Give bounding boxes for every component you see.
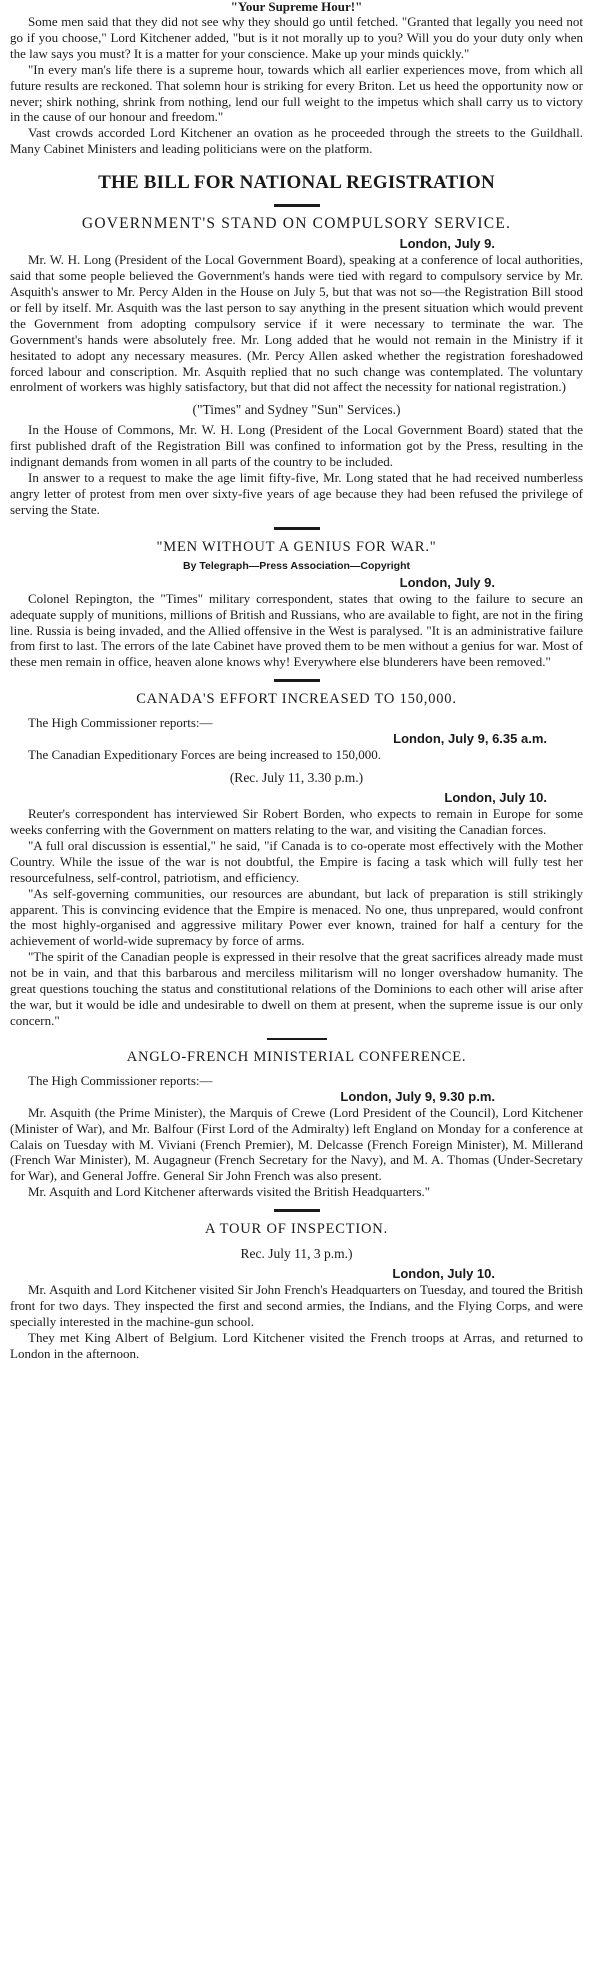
services-note: ("Times" and Sydney "Sun" Services.)	[192, 402, 401, 418]
kitchener-paragraph: Vast crowds accorded Lord Kitchener an ovation as he proceeded through the streets to the Guildhall. Many Cabinet Ministers and leading politicians were on the platform.	[10, 125, 583, 157]
registration-section	[10, 171, 583, 518]
registration-dateline: London, July 9.	[399, 236, 495, 252]
kitchener-paragraph: "In every man's life there is a supreme hour, towards which all earlier experiences move, from which all future results are reckoned. That solemn hour is striking for every Briton. Let us heed the opportunity now or never; shirk nothing, shrink from nothing, lend our full weight to the impetus which shall carry us to victory in the cause of our honour and freedom."	[10, 61, 583, 125]
canada-section	[10, 679, 583, 1029]
canada-paragraph: "As self-governing communities, our resources are abundant, but lack of preparation is still strikingly apparent. This is convincing evidence that the Empire is menaced. No one, thus unprepared, would confront the most highly-organised and aggressive military Power ever known, trained for half a century for the achievement of world-wide supremacy by force of arms.	[10, 885, 583, 949]
genius-dateline: London, July 9.	[399, 574, 495, 590]
genius-byline: By Telegraph—Press Association—Copyright	[183, 559, 410, 572]
canada-headline: CANADA'S EFFORT INCREASED TO 150,000.	[136, 691, 457, 708]
conference-dateline: London, July 9, 9.30 p.m.	[340, 1088, 495, 1104]
registration-paragraph: In the House of Commons, Mr. W. H. Long (President of the Local Government Board) stated that the first published draft of the Registration Bill was confined to information got by the Press, resulting in the indignant demands from women in all parts of the country to be included.	[10, 422, 583, 470]
canada-paragraph: "A full oral discussion is essential," he said, "if Canada is to co-operate most effectively with the Mother Country. While the issue of the war is not doubtful, the Empire is facing a task which will fully test her resourcefulness, self-control, patriotism, and efficiency.	[10, 837, 583, 885]
registration-paragraph: Mr. W. H. Long (President of the Local Government Board), speaking at a conference of local authorities, said that some people believed the Government's hands were tied with regard to compulsory service by Mr. Asquith's answer to Mr. Percy Alden in the House on July 5, but that was not so—the Registration Bill stood or fell by itself. Mr. Asquith was the last person to say anything in the present situation which would prevent the Government from adopting compulsory service if it were necessary to terminate the war. The Government's hands were absolutely free. Mr. Long added that he would not remain in the Ministry if it hesitated to adopt any necessary measures. (Mr. Percy Allen asked whether the registration foreshadowed forced labour and conscription. Mr. Asquith replied that no such change was contemplated. The voluntary enrolment of workers was highly satisfactory, but that did not affect the necessity for national registration.)	[10, 252, 583, 395]
tour-paragraph: Mr. Asquith and Lord Kitchener visited Sir John French's Headquarters on Tuesday, and toured the British front for two days. They inspected the first and second armies, the Indians, and the Flying Corps, and were specially interested in the machine-gun school.	[10, 1282, 583, 1329]
registration-subhead: GOVERNMENT'S STAND ON COMPULSORY SERVICE.	[81, 215, 512, 233]
genius-section	[10, 527, 583, 671]
section-rule	[274, 679, 320, 682]
genius-paragraph: Colonel Repington, the "Times" military correspondent, states that owing to the failure to secure an adequate supply of munitions, millions of British and Russians, who are available to fight, are not in the firing line. Russia is being invaded, and the Allied offensive in the West is paralysed. "It is an administrative failure from first to last. The errors of the late Cabinet have proved them to be men without a genius for war. Most of these men remain in office, heaven alone knows why! Everywhere else blunderers have been removed."	[10, 590, 583, 670]
kitchener-section	[10, 14, 583, 157]
kitchener-paragraph: Some men said that they did not see why they should go until fetched. "Granted that legally you need not go if you choose," Lord Kitchener added, "but is it not morally up to you? Will you do your duty only when the law says you must? It is a matter for your conscience. Make up your minds quickly."	[10, 14, 583, 61]
conference-intro: The High Commissioner reports:—	[28, 1072, 213, 1088]
section-rule	[274, 1209, 320, 1212]
tour-dateline: London, July 10.	[392, 1266, 495, 1282]
conference-paragraph: Mr. Asquith and Lord Kitchener afterwards visited the British Headquarters."	[28, 1184, 431, 1200]
tour-paragraph: They met King Albert of Belgium. Lord Kitchener visited the French troops at Arras, and returned to London in the afternoon.	[10, 1329, 583, 1361]
canada-paragraph: Reuter's correspondent has interviewed Sir Robert Borden, who expects to remain in Europe for some weeks conferring with the Government on matters relating to the war, and visiting the Canadian forces.	[10, 806, 583, 837]
conference-paragraph: Mr. Asquith (the Prime Minister), the Marquis of Crewe (Lord President of the Council), Lord Kitchener (Minister of War), and Mr. Balfour (First Lord of the Admiralty) left England on Monday for a conference at Calais on Tuesday with M. Viviani (French Premier), M. Delcasse (French Foreign Minister), M. Millerand (French War Minister), M. Augagneur (French Secretary for the Navy), and M. A. Thomas (Under-Secretary for War), and General Joffre. General Sir John French was also present.	[10, 1104, 583, 1184]
top-heading: "Your Supreme Hour!"	[230, 0, 363, 14]
canada-dateline: London, July 10.	[444, 790, 547, 806]
canada-intro: The High Commissioner reports:—	[28, 715, 213, 731]
canada-paragraph: "The spirit of the Canadian people is expressed in their resolve that the great sacrifices already made must not be in vain, and that this barbarous and merciless militarism will no longer overshadow humanity. The great questions touching the status and constitutional relations of the Dominions to each other will arise after the war, but it would be idle and undesirable to dwell on them at present, when the supreme issue is our only concern."	[10, 949, 583, 1028]
section-rule	[267, 1038, 327, 1040]
tour-section	[10, 1209, 583, 1362]
conference-section	[10, 1038, 583, 1200]
conference-headline: ANGLO-FRENCH MINISTERIAL CONFERENCE.	[126, 1048, 467, 1065]
section-rule	[274, 527, 320, 530]
genius-headline: "MEN WITHOUT A GENIUS FOR WAR."	[156, 538, 437, 555]
canada-paragraph: The Canadian Expeditionary Forces are being increased to 150,000.	[28, 747, 382, 763]
canada-received: (Rec. July 11, 3.30 p.m.)	[229, 770, 364, 786]
tour-received: Rec. July 11, 3 p.m.)	[240, 1246, 353, 1262]
section-rule	[274, 204, 320, 207]
registration-headline: THE BILL FOR NATIONAL REGISTRATION	[98, 172, 495, 194]
registration-paragraph: In answer to a request to make the age limit fifty-five, Mr. Long stated that he had received numberless angry letter of protest from men over sixty-five years of age because they had been refused the privilege of serving the State.	[10, 470, 583, 517]
tour-headline: A TOUR OF INSPECTION.	[204, 1221, 389, 1238]
canada-dateline: London, July 9, 6.35 a.m.	[393, 731, 547, 747]
